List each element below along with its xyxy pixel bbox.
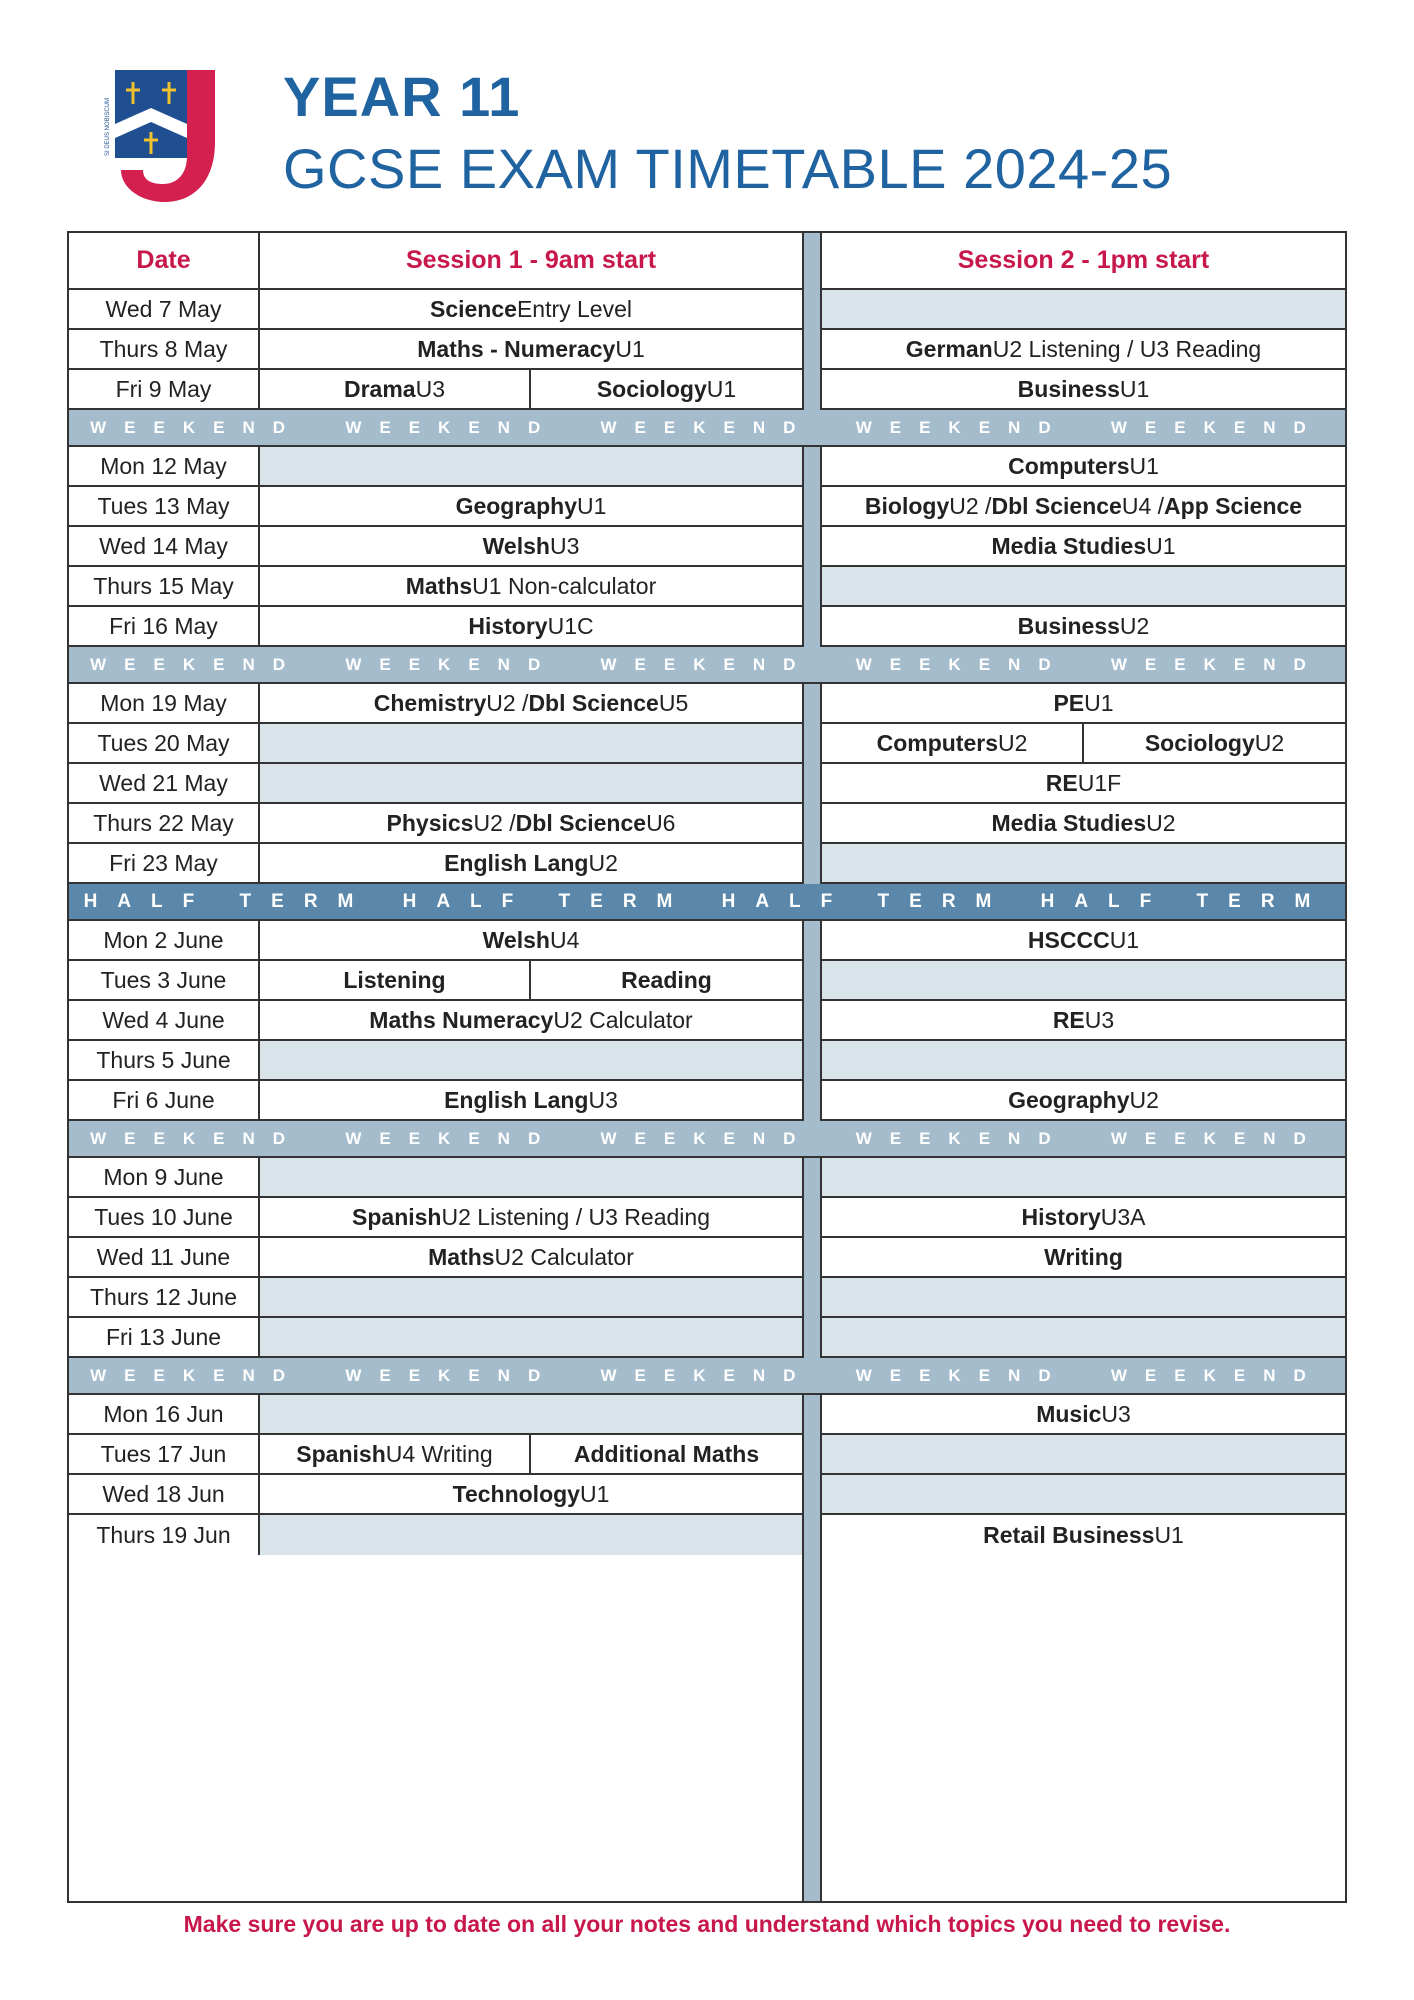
table-row [69, 487, 1345, 527]
subject-unit: U1 [1109, 926, 1140, 953]
table-row [69, 527, 1345, 567]
session1-cell [260, 1081, 802, 1119]
session1-empty-cell [260, 1158, 802, 1196]
subject-unit: U2 Listening / U3 Reading [441, 1203, 710, 1230]
band-label: HALF TERM [1040, 890, 1331, 912]
subject-unit: U2 [1119, 612, 1150, 639]
subject-name: Sociology [1144, 729, 1255, 756]
session2-cell [822, 1238, 1345, 1276]
session1-cell [260, 1475, 802, 1513]
band-label: WEEKEND [855, 417, 1069, 437]
subject-name: History [1021, 1203, 1101, 1230]
subject-unit: U2 / [486, 689, 529, 716]
band-label: WEEKEND [1110, 1128, 1324, 1148]
session1-cell [260, 1238, 802, 1276]
weekend-band [69, 1358, 1345, 1395]
header-date: Date [69, 233, 260, 288]
session1-cell [260, 844, 802, 882]
subject-name: History [468, 612, 548, 639]
session1-cell [531, 1435, 802, 1473]
subject-unit: U2 [1254, 729, 1285, 756]
subject-name: Sociology [596, 375, 707, 402]
subject-name: Science [429, 295, 517, 322]
weekend-band [69, 647, 1345, 684]
subject-unit: U2 [998, 729, 1028, 756]
session2-cell [822, 527, 1345, 565]
table-row [69, 961, 1345, 1001]
subject-name: HSCCC [1027, 926, 1110, 953]
session2-cell [822, 487, 1345, 525]
session2-cell [822, 804, 1345, 842]
subject-name: Media Studies [991, 809, 1147, 836]
subject-unit: Entry Level [516, 295, 632, 322]
band-label: WEEKEND [855, 1365, 1069, 1385]
table-row [69, 1515, 1345, 1555]
band-label: WEEKEND [1110, 1365, 1324, 1385]
session2-cell [1084, 724, 1345, 762]
band-label: WEEKEND [1110, 417, 1324, 437]
subject-unit: U1 [577, 492, 607, 519]
subject-unit: U3 [1084, 1006, 1115, 1033]
band-label: WEEKEND [90, 654, 304, 674]
subject-unit: U2 / [949, 492, 992, 519]
subject-name: Maths - Numeracy [417, 335, 616, 362]
subject-name: Additional Maths [573, 1440, 760, 1467]
session2-empty-cell [822, 844, 1345, 882]
page-subtitle: GCSE EXAM TIMETABLE 2024-25 [283, 137, 1173, 200]
date-cell: Wed 11 June [69, 1238, 260, 1276]
date-cell: Tues 10 June [69, 1198, 260, 1236]
date-cell: Wed 7 May [69, 290, 260, 328]
table-row [69, 330, 1345, 370]
date-cell: Fri 6 June [69, 1081, 260, 1119]
session2-empty-cell [822, 1158, 1345, 1196]
session2-cell [822, 607, 1345, 645]
session1-empty-cell [260, 1318, 802, 1356]
table-row [69, 1435, 1345, 1475]
band-label: WEEKEND [90, 1128, 304, 1148]
session1-cell [260, 804, 802, 842]
session1-cell [260, 527, 802, 565]
table-row [69, 567, 1345, 607]
weekend-band [69, 1121, 1345, 1158]
subject-unit: U1 [1084, 689, 1114, 716]
subject-name: Physics [386, 809, 474, 836]
date-cell: Mon 19 May [69, 684, 260, 722]
subject-unit: U2 [1129, 1086, 1159, 1113]
half-term-band [69, 884, 1345, 921]
session1-cell [260, 1001, 802, 1039]
svg-text:SI DEUS NOBISCUM: SI DEUS NOBISCUM [105, 97, 111, 156]
session2-cell [822, 447, 1345, 485]
date-cell: Thurs 8 May [69, 330, 260, 368]
date-cell: Thurs 19 Jun [69, 1515, 260, 1555]
session1-empty-cell [260, 1278, 802, 1316]
table-row [69, 1041, 1345, 1081]
session2-empty-cell [822, 961, 1345, 999]
date-cell: Thurs 5 June [69, 1041, 260, 1079]
subject-name: Geography [1008, 1086, 1130, 1113]
band-label: WEEKEND [600, 417, 814, 437]
session1-empty-cell [260, 447, 802, 485]
session2-empty-cell [822, 1475, 1345, 1513]
session2-cell [822, 1081, 1345, 1119]
session-divider [802, 233, 822, 1901]
table-row [69, 1395, 1345, 1435]
subject-name: Spanish [296, 1440, 386, 1467]
subject-name: Spanish [352, 1203, 442, 1230]
date-cell: Fri 13 June [69, 1318, 260, 1356]
subject-name: Technology [452, 1480, 580, 1507]
subject-name: Writing [1044, 1243, 1123, 1270]
band-label: WEEKEND [345, 417, 559, 437]
subject-name: Maths Numeracy [369, 1006, 554, 1033]
session2-empty-cell [822, 1435, 1345, 1473]
subject-name: Music [1036, 1400, 1102, 1427]
subject-name: Listening [343, 966, 446, 993]
page-title: YEAR 11 [283, 65, 521, 128]
subject-unit: U1 [706, 375, 737, 402]
date-cell: Wed 18 Jun [69, 1475, 260, 1513]
session2-cell [822, 1515, 1345, 1555]
table-row [69, 1318, 1345, 1358]
subject-unit: U2 Calculator [494, 1243, 634, 1270]
subject-name: Computers [876, 729, 998, 756]
table-row [69, 607, 1345, 647]
subject-name: Dbl Science [528, 689, 659, 716]
session1-empty-cell [260, 1515, 802, 1555]
session1-empty-cell [260, 1041, 802, 1079]
subject-name: Computers [1008, 452, 1130, 479]
session2-cell [822, 764, 1345, 802]
date-cell: Tues 3 June [69, 961, 260, 999]
session1-cell [260, 607, 802, 645]
band-label: WEEKEND [345, 1128, 559, 1148]
band-label: WEEKEND [855, 1128, 1069, 1148]
school-crest-icon [103, 66, 223, 206]
subject-name: Welsh [482, 532, 550, 559]
session2-empty-cell [822, 290, 1345, 328]
table-row [69, 724, 1345, 764]
table-row [69, 1081, 1345, 1121]
subject-name: Dbl Science [991, 492, 1122, 519]
subject-unit: U1 Non-calculator [472, 572, 657, 599]
subject-unit: U3 [549, 532, 580, 559]
session1-empty-cell [260, 724, 802, 762]
subject-name: Chemistry [373, 689, 487, 716]
subject-name: Business [1017, 612, 1120, 639]
exam-timetable [67, 231, 1347, 1903]
subject-unit: U3 [1101, 1400, 1131, 1427]
session2-cell [822, 370, 1345, 408]
table-row [69, 370, 1345, 410]
subject-unit: U4 / [1121, 492, 1165, 519]
subject-unit: U3 [588, 1086, 618, 1113]
session1-cell [260, 290, 802, 328]
date-cell: Fri 16 May [69, 607, 260, 645]
band-label: WEEKEND [600, 1365, 814, 1385]
subject-name: Welsh [482, 926, 550, 953]
session2-cell [822, 921, 1345, 959]
date-cell: Wed 14 May [69, 527, 260, 565]
band-label: WEEKEND [600, 1128, 814, 1148]
subject-unit: U2 [1146, 809, 1176, 836]
subject-name: Maths [428, 1243, 495, 1270]
session1-cell [260, 1198, 802, 1236]
subject-name: Business [1017, 375, 1120, 402]
session2-empty-cell [822, 1278, 1345, 1316]
session1-cell [260, 330, 802, 368]
subject-unit: U1 [1129, 452, 1159, 479]
table-row [69, 921, 1345, 961]
session1-cell [260, 1435, 531, 1473]
date-cell: Fri 23 May [69, 844, 260, 882]
subject-unit: U1F [1077, 769, 1122, 796]
date-cell: Mon 16 Jun [69, 1395, 260, 1433]
subject-unit: U2 [588, 849, 618, 876]
session2-cell [822, 330, 1345, 368]
table-row [69, 1001, 1345, 1041]
subject-unit: U1 [1119, 375, 1150, 402]
date-cell: Fri 9 May [69, 370, 260, 408]
subject-name: Reading [621, 966, 712, 993]
band-label: WEEKEND [855, 654, 1069, 674]
session1-cell [531, 961, 802, 999]
subject-unit: U2 / [473, 809, 516, 836]
date-cell: Mon 9 June [69, 1158, 260, 1196]
table-row [69, 1278, 1345, 1318]
table-row [69, 1475, 1345, 1515]
table-row [69, 684, 1345, 724]
subject-name: Media Studies [991, 532, 1147, 559]
subject-unit: U5 [658, 689, 689, 716]
subject-name: German [905, 335, 993, 362]
table-row [69, 1158, 1345, 1198]
session1-cell [260, 487, 802, 525]
date-cell: Tues 17 Jun [69, 1435, 260, 1473]
subject-name: Biology [864, 492, 950, 519]
band-label: WEEKEND [345, 1365, 559, 1385]
subject-name: Dbl Science [515, 809, 647, 836]
subject-name: English Lang [444, 849, 589, 876]
date-cell: Wed 4 June [69, 1001, 260, 1039]
subject-unit: U3 [415, 375, 445, 402]
date-cell: Mon 12 May [69, 447, 260, 485]
subject-name: Maths [405, 572, 473, 599]
date-cell: Thurs 12 June [69, 1278, 260, 1316]
header-session2: Session 2 - 1pm start [957, 246, 1210, 274]
subject-unit: U6 [646, 809, 676, 836]
band-label: WEEKEND [600, 654, 814, 674]
session1-cell [260, 567, 802, 605]
subject-unit: U1 [615, 335, 645, 362]
date-cell: Tues 20 May [69, 724, 260, 762]
band-label: WEEKEND [1110, 654, 1324, 674]
subject-name: RE [1045, 769, 1078, 796]
band-label: HALF TERM [402, 890, 693, 912]
subject-unit: U2 Calculator [553, 1006, 693, 1033]
session1-cell [531, 370, 802, 408]
band-label: WEEKEND [345, 654, 559, 674]
date-cell: Thurs 15 May [69, 567, 260, 605]
table-row [69, 1238, 1345, 1278]
footer-note: Make sure you are up to date on all your notes and understand which topics you need to revise. [183, 1911, 1231, 1937]
subject-unit: U4 [549, 926, 580, 953]
band-label: HALF TERM [83, 890, 374, 912]
band-label: WEEKEND [90, 417, 304, 437]
subject-unit: U1 [1154, 1521, 1184, 1548]
table-row [69, 290, 1345, 330]
table-header-row [69, 233, 1345, 290]
header-session1: Session 1 - 9am start [405, 246, 657, 274]
subject-name: Drama [343, 375, 416, 402]
session1-empty-cell [260, 764, 802, 802]
session2-empty-cell [822, 1041, 1345, 1079]
session2-empty-cell [822, 1318, 1345, 1356]
table-row [69, 447, 1345, 487]
table-row [69, 1198, 1345, 1238]
session2-empty-cell [822, 567, 1345, 605]
subject-unit: U1 [1146, 532, 1176, 559]
band-label: WEEKEND [90, 1365, 304, 1385]
subject-name: Geography [455, 492, 577, 519]
subject-name: PE [1053, 689, 1085, 716]
date-cell: Thurs 22 May [69, 804, 260, 842]
session1-cell [260, 921, 802, 959]
subject-name: RE [1052, 1006, 1085, 1033]
date-cell: Mon 2 June [69, 921, 260, 959]
session1-cell [260, 684, 802, 722]
session2-cell [822, 684, 1345, 722]
session2-cell [822, 1198, 1345, 1236]
session2-cell [822, 724, 1084, 762]
subject-unit: U1 [579, 1480, 610, 1507]
weekend-band [69, 410, 1345, 447]
subject-unit: U2 Listening / U3 Reading [992, 335, 1262, 362]
subject-name: Retail Business [983, 1521, 1155, 1548]
subject-unit: U4 Writing [385, 1440, 493, 1467]
band-label: HALF TERM [721, 890, 1012, 912]
session1-cell [260, 961, 531, 999]
session1-cell [260, 370, 531, 408]
date-cell: Tues 13 May [69, 487, 260, 525]
subject-unit: U3A [1100, 1203, 1146, 1230]
session2-cell [822, 1395, 1345, 1433]
date-cell: Wed 21 May [69, 764, 260, 802]
table-row [69, 764, 1345, 804]
subject-name: App Science [1164, 492, 1303, 519]
session1-empty-cell [260, 1395, 802, 1433]
table-row [69, 804, 1345, 844]
subject-unit: U1C [547, 612, 594, 639]
table-row [69, 844, 1345, 884]
subject-name: English Lang [444, 1086, 589, 1113]
session2-cell [822, 1001, 1345, 1039]
